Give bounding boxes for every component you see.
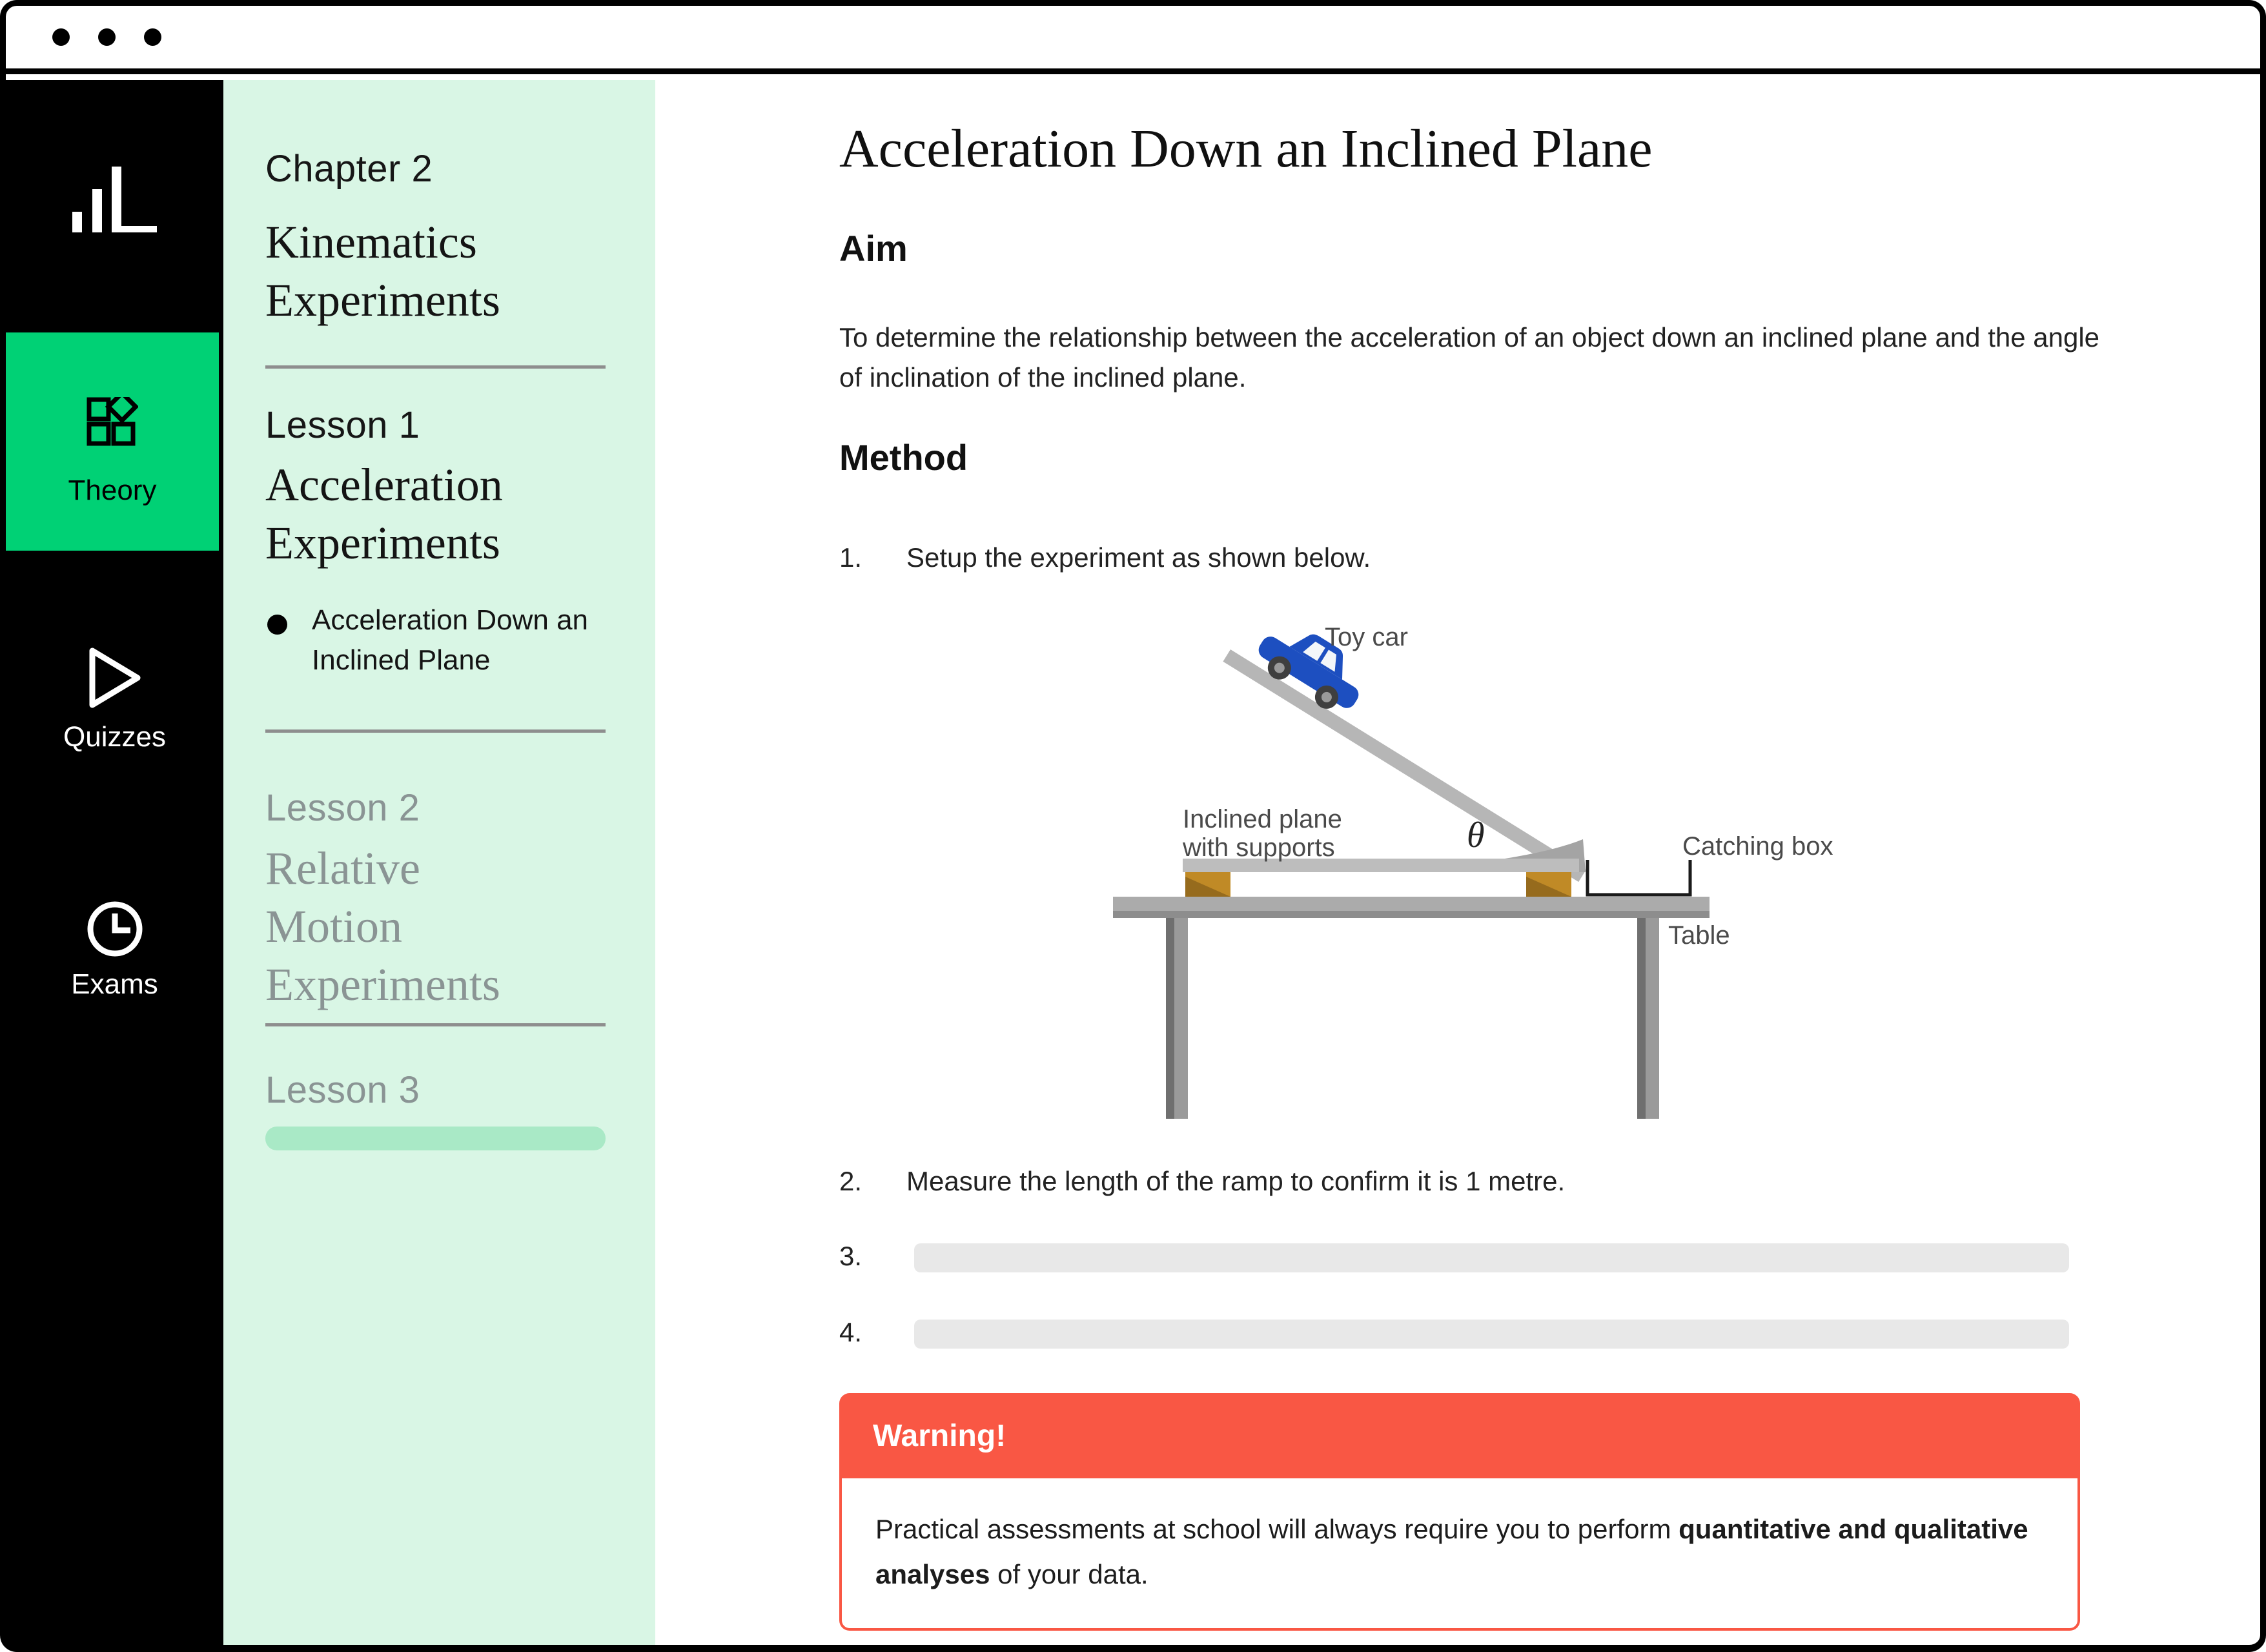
- chapter-sidebar: [223, 80, 655, 1645]
- divider: [265, 1023, 606, 1026]
- nav-item-label: Theory: [68, 474, 157, 506]
- toy-car-label: Toy car: [1325, 623, 1408, 651]
- method-step-text: Measure the length of the ramp to confirm it is 1 metre.: [906, 1166, 1566, 1196]
- table-leg-shading: [1637, 918, 1646, 1119]
- nav-item-exams[interactable]: [6, 889, 223, 1012]
- window-dot-icon[interactable]: [52, 28, 70, 46]
- bar-chart-logo-icon: [72, 167, 157, 232]
- topic-acceleration-down-inclined-plane[interactable]: [267, 600, 603, 680]
- placeholder-bar: [914, 1320, 2069, 1349]
- lesson-3-loading-bar: [265, 1127, 606, 1150]
- window-controls: [52, 28, 161, 46]
- blocks-icon: [87, 397, 138, 449]
- play-icon: [87, 647, 143, 709]
- method-step-number: 4.: [839, 1317, 863, 1347]
- experiment-diagram: [1097, 600, 1904, 1168]
- chapter-label: Chapter 2: [265, 148, 433, 190]
- placeholder-bar: [914, 1243, 2069, 1272]
- method-step-text: Setup the experiment as shown below.: [906, 542, 1371, 573]
- warning-title: Warning!: [873, 1418, 1006, 1453]
- method-heading: Method: [839, 437, 968, 478]
- method-step-number: 1.: [839, 542, 863, 573]
- method-step-number: 3.: [839, 1241, 863, 1271]
- theta-angle-label: θ: [1467, 815, 1485, 855]
- table-top: [1113, 897, 1710, 911]
- nav-rail: [6, 80, 223, 1645]
- inclined-plane-label-line2: with supports: [1183, 833, 1335, 862]
- lesson-1-label[interactable]: Lesson 1: [265, 404, 420, 446]
- divider: [265, 365, 606, 369]
- warning-text: Practical assessments at school will always require you to perform quantitative and qualitative analyses of your data.: [875, 1514, 2028, 1589]
- warning-callout: [839, 1393, 2080, 1631]
- table-top-edge: [1113, 911, 1710, 918]
- catching-box-label: Catching box: [1682, 832, 1833, 861]
- window-dot-icon[interactable]: [144, 28, 161, 46]
- lesson-2-label[interactable]: Lesson 2: [265, 787, 420, 829]
- inclined-plane-label-line1: Inclined plane: [1183, 805, 1342, 833]
- aim-heading: Aim: [839, 228, 908, 269]
- lesson-content: [655, 80, 2260, 1645]
- nav-item-theory[interactable]: [6, 332, 219, 551]
- clock-icon: [87, 901, 143, 957]
- nav-item-quizzes[interactable]: [6, 635, 223, 758]
- active-topic-bullet-icon: [267, 615, 287, 635]
- lesson-2-title[interactable]: Relative Motion Experiments: [265, 842, 500, 1010]
- nav-item-label: Quizzes: [63, 721, 166, 753]
- nav-item-label: Exams: [71, 968, 158, 1000]
- topic-label: Acceleration Down an Inclined Plane: [312, 604, 589, 676]
- method-step-number: 2.: [839, 1166, 863, 1196]
- divider: [265, 729, 606, 733]
- chapter-title: Kinematics Experiments: [265, 216, 500, 326]
- lesson-1-title[interactable]: Acceleration Experiments: [265, 459, 503, 569]
- table-label: Table: [1668, 921, 1730, 950]
- warning-header: [839, 1393, 2080, 1478]
- table-leg-shading: [1166, 918, 1174, 1119]
- window-titlebar: [6, 6, 2260, 74]
- lesson-3-label[interactable]: Lesson 3: [265, 1069, 420, 1111]
- window-dot-icon[interactable]: [98, 28, 116, 46]
- page-title: Acceleration Down an Inclined Plane: [839, 119, 1653, 179]
- catching-box: [1587, 860, 1690, 895]
- warning-body: [839, 1478, 2080, 1631]
- aim-paragraph: To determine the relationship between the acceleration of an object down an inclined plane and the angle of inclination of the inclined plane.: [839, 322, 2100, 393]
